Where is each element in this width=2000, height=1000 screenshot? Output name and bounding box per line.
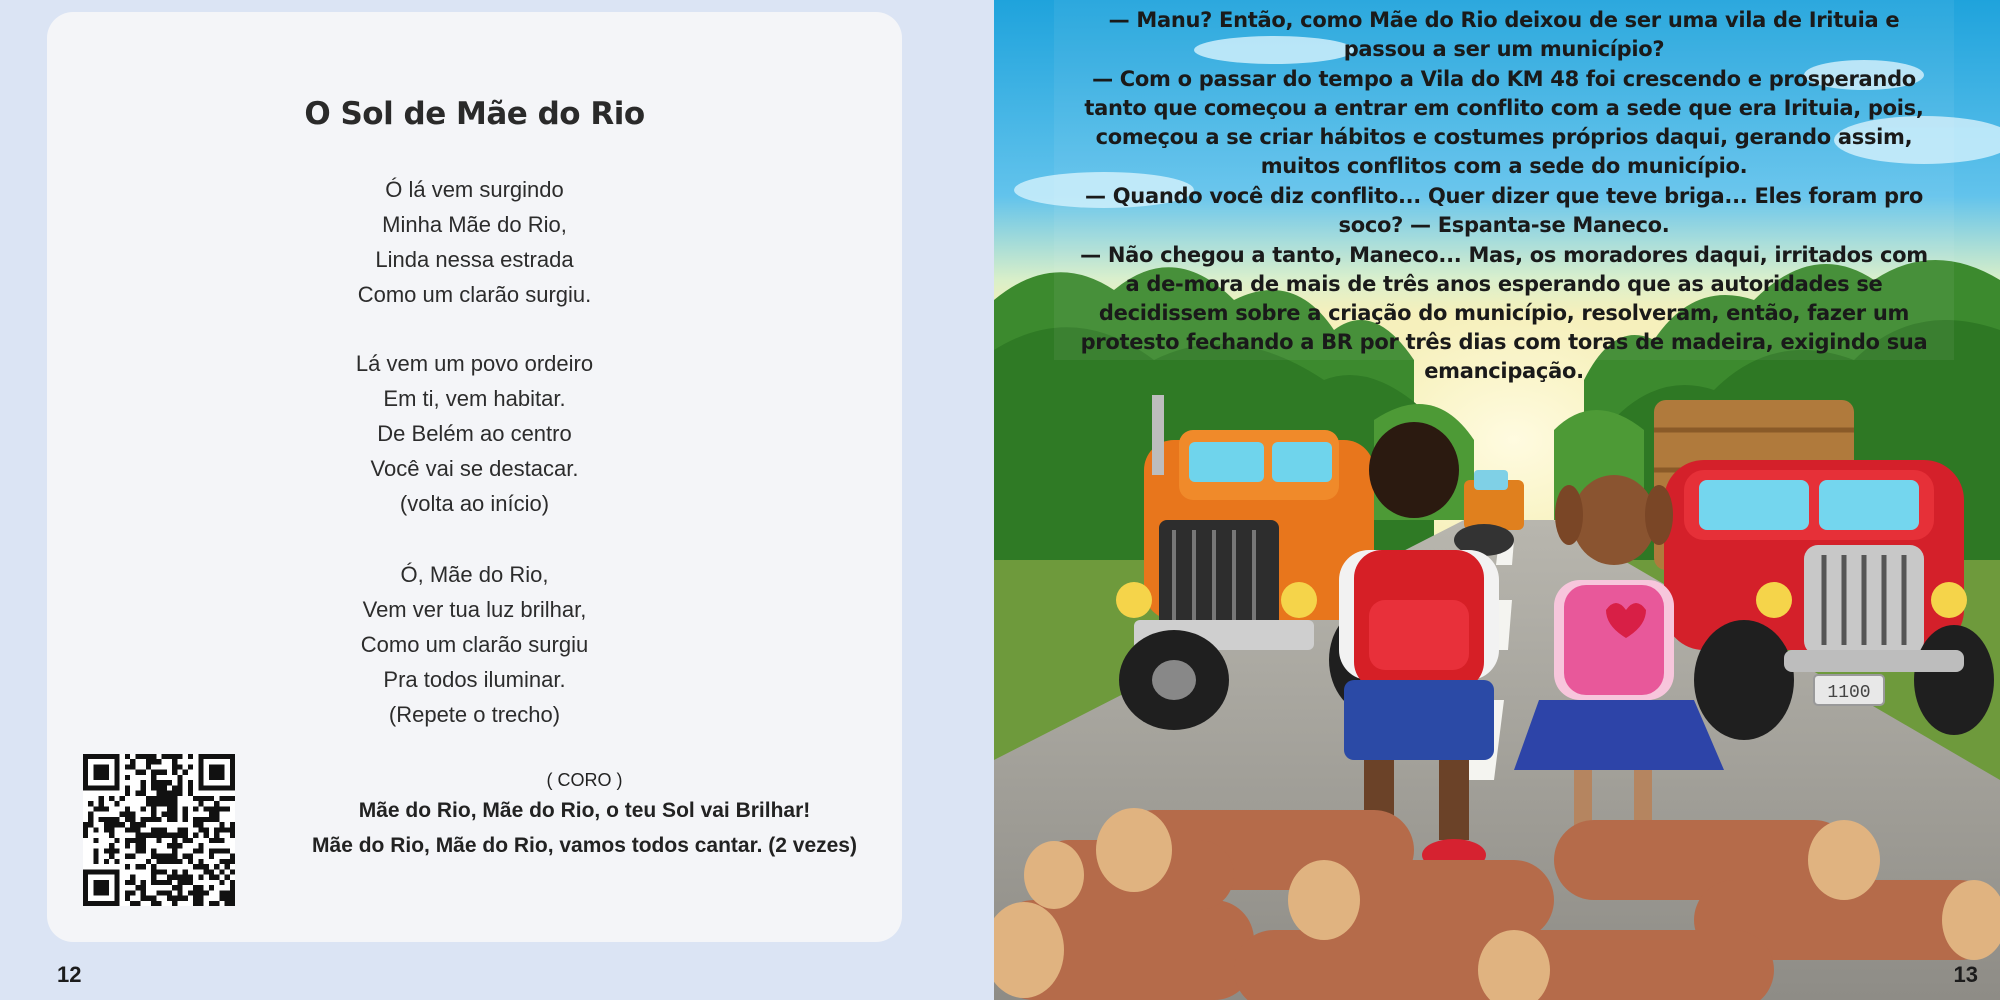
lyric-line: Ó lá vem surgindo bbox=[385, 177, 564, 202]
page-number: 13 bbox=[1953, 962, 1978, 987]
lyric-line: De Belém ao centro bbox=[377, 421, 572, 446]
story-paragraph: — Com o passar do tempo a Vila do KM 48 foi crescendo e prosperando tanto que começou a entrar em conflito com a sede que era Irituia, pois, começou a se criar hábitos e costumes próprios daqui, gerando assim, muitos conflitos com a sede do município. bbox=[1084, 67, 1924, 178]
story-paragraph: — Quando você diz conflito... Quer dizer que teve briga... Eles foram pro soco? — Espanta-se Maneco. bbox=[1085, 184, 1923, 237]
right-page bbox=[994, 0, 2000, 1000]
story-text bbox=[1079, 6, 1929, 387]
chorus-line: Mãe do Rio, Mãe do Rio, vamos todos cantar. (2 vezes) bbox=[312, 834, 857, 857]
lyric-line: Você vai se destacar. bbox=[370, 456, 579, 481]
qr-code[interactable] bbox=[83, 754, 235, 906]
lyric-line: Minha Mãe do Rio, bbox=[382, 212, 567, 237]
stanza-1 bbox=[47, 172, 902, 312]
stanza-2 bbox=[47, 346, 902, 521]
truck-plate: 1100 bbox=[1827, 683, 1871, 703]
lyrics-card bbox=[47, 12, 902, 942]
chorus-line: Mãe do Rio, Mãe do Rio, o teu Sol vai Brilhar! bbox=[358, 799, 811, 822]
lyric-line: Lá vem um povo ordeiro bbox=[355, 351, 594, 376]
lyric-line: Em ti, vem habitar. bbox=[383, 386, 566, 411]
lyric-line: (Repete o trecho) bbox=[388, 702, 561, 727]
chorus bbox=[277, 767, 892, 863]
lyric-line: Vem ver tua luz brilhar, bbox=[362, 597, 587, 622]
lyric-line: (volta ao início) bbox=[399, 491, 550, 516]
lyric-line: Como um clarão surgiu bbox=[360, 632, 589, 657]
song-title: O Sol de Mãe do Rio bbox=[304, 96, 645, 132]
lyric-line: Como um clarão surgiu. bbox=[357, 282, 592, 307]
left-page bbox=[0, 0, 994, 1000]
story-paragraph: — Manu? Então, como Mãe do Rio deixou de ser uma vila de Irituia e passou a ser um município? bbox=[1108, 8, 1900, 61]
lyric-line: Ó, Mãe do Rio, bbox=[400, 562, 549, 587]
qr-code-icon bbox=[83, 754, 235, 906]
page-number: 12 bbox=[57, 962, 82, 987]
stanza-3 bbox=[47, 557, 902, 732]
chorus-label: ( CORO ) bbox=[546, 770, 623, 790]
lyric-line: Pra todos iluminar. bbox=[383, 667, 566, 692]
lyric-line: Linda nessa estrada bbox=[375, 247, 574, 272]
story-paragraph: — Não chegou a tanto, Maneco... Mas, os moradores daqui, irritados com a de-mora de mais de três anos esperando que as autoridades se decidissem sobre a criação do município, resolveram, então, fazer um protesto fechando a BR por três dias com toras de madeira, exigindo sua emancipação. bbox=[1080, 243, 1928, 383]
